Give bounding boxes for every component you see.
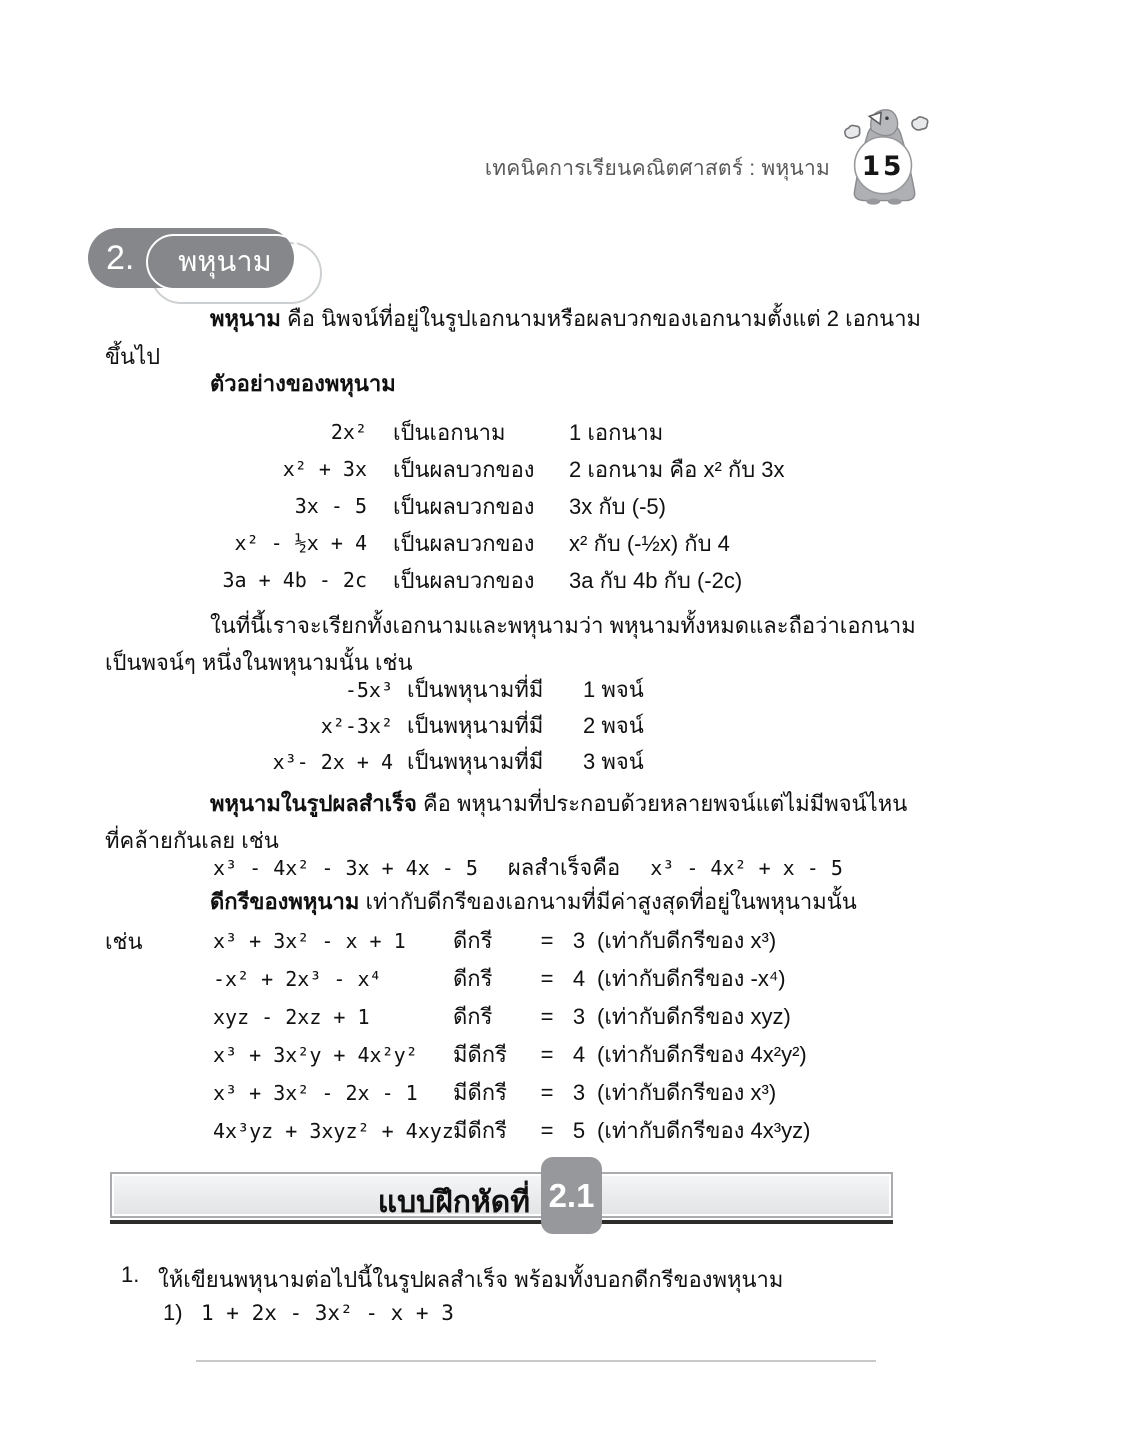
question-number: 1. [121,1262,140,1287]
degree-value: 3 [572,1080,586,1105]
term-expr: x³- 2x + 4 [272,750,393,774]
examples-heading: ตัวอย่างของพหุนาม [210,371,396,396]
example-detail: 1 เอกนาม [569,420,664,445]
penguin-mascot-icon [836,102,934,206]
degree-value: 4 [572,966,586,991]
answer-line [196,1360,876,1362]
success-example-expr: x³ - 4x² - 3x + 4x - 5 [213,856,478,880]
degree-eq: = [540,1080,554,1105]
intro-line1 [210,301,921,336]
degree-expr: x³ + 3x² - 2x - 1 [213,1081,418,1105]
success-result-expr: x³ - 4x² + x - 5 [650,856,843,880]
question-item-number: 1) [163,1300,183,1325]
degree-label: ดีกรี [453,928,493,953]
degree-expr: xyz - 2xz + 1 [213,1005,370,1029]
degree-label: มีดีกรี [453,1118,507,1143]
degree-label: มีดีกรี [453,1080,507,1105]
intro-line1-rest: คือ นิพจน์ที่อยู่ในรูปเอกนามหรือผลบวกของเอกนามตั้งแต่ 2 เอกนาม [287,306,922,331]
example-label: เป็นผลบวกของ [393,457,535,482]
penguin-left-foot [866,198,880,204]
penguin-right-foot [888,198,902,204]
page-header-title: เทคนิคการเรียนคณิตศาสตร์ : พหุนาม [484,157,830,180]
degree-intro [210,884,857,919]
intro-keyword: พหุนาม [210,306,281,331]
page-number: 15 [861,151,905,183]
degree-note: (เท่ากับดีกรีของ -x⁴) [597,966,786,991]
success-form-keyword: พหุนามในรูปผลสำเร็จ [210,791,417,816]
term-label: เป็นพหุนามที่มี [407,677,544,702]
terms-table [205,672,644,780]
example-expr: 2x² [330,420,367,444]
degree-expr: x³ + 3x² - x + 1 [213,929,406,953]
question-text: ให้เขียนพหุนามต่อไปนี้ในรูปผลสำเร็จ พร้อมทั้งบอกดีกรีของพหุนาม [158,1267,784,1292]
degree-note: (เท่ากับดีกรีของ x³) [597,1080,777,1105]
degree-note: (เท่ากับดีกรีของ xyz) [597,1004,791,1029]
degree-label: ดีกรี [453,966,493,991]
term-expr: -5x³ [344,678,393,702]
example-label: เป็นเอกนาม [393,420,506,445]
success-mid-label: ผลสำเร็จคือ [507,855,621,880]
example-expr: 3a + 4b - 2c [222,568,367,592]
section-title: พหุนาม [178,246,272,278]
example-label: เป็นผลบวกของ [393,531,535,556]
terms-note-line2: เป็นพจน์ๆ หนึ่งในพหุนามนั้น เช่น [105,650,413,675]
question-item-expr: 1 + 2x - 3x² - x + 3 [201,1301,454,1325]
degree-expr: x³ + 3x²y + 4x²y² [213,1043,418,1067]
term-detail: 2 พจน์ [583,713,644,738]
degree-label: มีดีกรี [453,1042,507,1067]
example-expr: x² - ½x + 4 [234,531,367,555]
example-detail: 2 เอกนาม คือ x² กับ 3x [569,457,785,482]
penguin-left-hand [845,125,860,138]
degree-eq: = [540,1004,554,1029]
degree-note: (เท่ากับดีกรีของ x³) [597,928,777,953]
degree-intro-rest: เท่ากับดีกรีของเอกนามที่มีค่าสูงสุดที่อยู่ในพหุนามนั้น [365,889,857,914]
exercise-banner-label: แบบฝึกหัดที่ [377,1186,530,1219]
example-expr: x² + 3x [282,457,367,481]
success-example-row [213,850,843,885]
example-label: เป็นผลบวกของ [393,494,535,519]
degree-value: 5 [572,1118,586,1143]
term-expr: x²-3x² [320,714,393,738]
section-number: 2. [106,238,135,277]
degree-keyword: ดีกรีของพหุนาม [210,889,360,914]
example-detail: x² กับ (-½x) กับ 4 [569,531,730,556]
degree-eq: = [540,966,554,991]
degree-note: (เท่ากับดีกรีของ 4x³yz) [597,1118,811,1143]
degree-eq: = [540,1118,554,1143]
degree-value: 3 [572,1004,586,1029]
section-title-outline [146,234,304,290]
degree-value: 3 [572,928,586,953]
degree-expr: 4x³yz + 3xyz² + 4xyz [213,1119,454,1143]
examples-table [205,414,785,599]
degree-label: ดีกรี [453,1004,493,1029]
example-expr: 3x - 5 [294,494,367,518]
term-detail: 3 พจน์ [583,749,644,774]
degree-such-as-label: เช่น [105,929,143,954]
example-detail: 3a กับ 4b กับ (-2c) [569,568,743,593]
degree-table [213,922,810,1150]
penguin-right-hand [912,117,928,130]
success-form-line2: ที่คล้ายกันเลย เช่น [105,828,279,853]
exercise-number-tab: 2.1 [541,1157,602,1234]
degree-eq: = [540,1042,554,1067]
term-detail: 1 พจน์ [583,677,644,702]
success-form-line1 [210,786,907,821]
degree-value: 4 [572,1042,586,1067]
degree-eq: = [540,928,554,953]
term-label: เป็นพหุนามที่มี [407,749,544,774]
term-label: เป็นพหุนามที่มี [407,713,544,738]
example-detail: 3x กับ (-5) [569,494,666,519]
degree-note: (เท่ากับดีกรีของ 4x²y²) [597,1042,807,1067]
success-form-line1-rest: คือ พหุนามที่ประกอบด้วยหลายพจน์แต่ไม่มีพจน์ไหน [422,791,908,816]
example-label: เป็นผลบวกของ [393,568,535,593]
terms-note-line1: ในที่นี้เราจะเรียกทั้งเอกนามและพหุนามว่า พหุนามทั้งหมดและถือว่าเอกนาม [210,613,916,638]
degree-expr: -x² + 2x³ - x⁴ [213,967,382,991]
penguin-eye [885,116,889,120]
intro-line2: ขึ้นไป [105,344,161,369]
